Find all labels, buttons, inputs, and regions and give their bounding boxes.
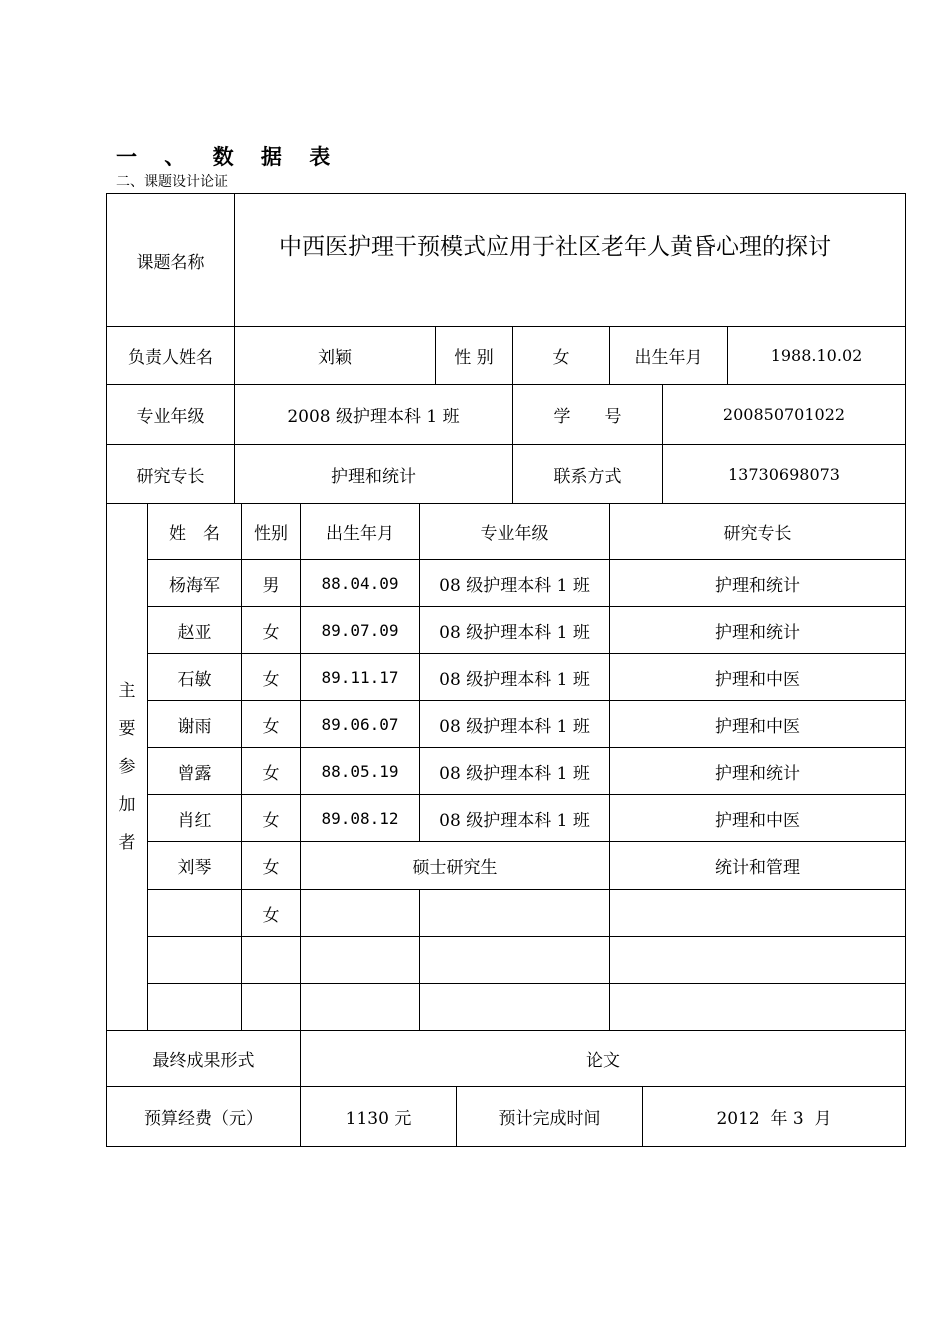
participant-birth: 89.08.12	[321, 808, 399, 828]
gender-value: 女	[552, 348, 570, 368]
participant-birth: 88.05.19	[321, 761, 399, 781]
participant-specialty: 护理和中医	[715, 810, 800, 831]
budget-label: 预算经费（元）	[144, 1109, 263, 1129]
participant-gender: 女	[262, 716, 280, 737]
header-major: 专业年级	[480, 524, 549, 544]
participants-side-label	[107, 504, 147, 1030]
header-birth: 出生年月	[326, 524, 394, 544]
participant-major	[420, 890, 609, 936]
participant-gender: 女	[262, 858, 280, 878]
participant-specialty: 统计和管理	[715, 858, 800, 878]
side-label-char: 主	[118, 681, 136, 701]
participant-gender: 女	[262, 763, 280, 784]
participant-specialty: 护理和中医	[715, 716, 800, 737]
participant-name	[148, 937, 241, 983]
participant-specialty	[610, 890, 905, 936]
participant-major	[420, 937, 609, 983]
participant-specialty	[610, 937, 905, 983]
specialty-value: 护理和统计	[331, 466, 416, 487]
major-value: 2008 级护理本科 1 班	[287, 407, 460, 427]
completion-label: 预计完成时间	[498, 1109, 601, 1129]
header-name: 姓 名	[169, 524, 220, 544]
project-name-label: 课题名称	[136, 252, 205, 273]
side-label-char: 要	[118, 719, 136, 739]
participant-gender: 女	[262, 669, 280, 690]
participant-major: 08 级护理本科 1 班	[439, 810, 590, 831]
participant-major: 硕士研究生	[412, 858, 498, 878]
participant-name: 杨海军	[169, 575, 220, 596]
leader-label: 负责人姓名	[128, 348, 213, 368]
participant-major: 08 级护理本科 1 班	[439, 622, 590, 643]
participant-major	[420, 984, 609, 1030]
participant-gender	[242, 984, 300, 1030]
participant-birth: 89.06.07	[321, 714, 399, 734]
participant-name	[148, 984, 241, 1030]
header-gender: 性别	[254, 524, 288, 544]
participant-major: 08 级护理本科 1 班	[439, 575, 590, 596]
participant-specialty	[610, 984, 905, 1030]
side-label-char: 加	[118, 795, 136, 815]
participant-specialty: 护理和统计	[715, 763, 800, 784]
participant-birth: 89.07.09	[321, 620, 399, 640]
birth-label: 出生年月	[634, 348, 703, 368]
participant-gender	[242, 937, 300, 983]
participant-gender: 女	[262, 810, 280, 831]
participant-major: 08 级护理本科 1 班	[439, 669, 590, 690]
contact-label: 联系方式	[553, 466, 622, 487]
participant-name: 石敏	[177, 669, 212, 690]
participant-gender: 女	[262, 622, 280, 643]
participant-name: 曾露	[177, 763, 212, 784]
major-label: 专业年级	[136, 407, 205, 427]
side-label-char: 者	[118, 833, 136, 853]
specialty-label: 研究专长	[136, 466, 205, 487]
gender-label: 性 别	[454, 348, 494, 368]
birth-value: 1988.10.02	[770, 346, 863, 365]
participant-birth: 89.11.17	[321, 667, 399, 687]
participant-name: 谢雨	[177, 716, 212, 737]
participant-specialty: 护理和中医	[715, 669, 800, 690]
participant-name: 肖红	[177, 810, 212, 831]
project-name-value: 中西医护理干预模式应用于社区老年人黄昏心理的探讨	[279, 234, 831, 260]
participant-name: 赵亚	[177, 622, 212, 643]
final-result-label: 最终成果形式	[152, 1051, 255, 1071]
completion-value: 2012 年 3 月	[716, 1109, 832, 1129]
participant-name: 刘琴	[177, 858, 212, 878]
participant-gender: 男	[262, 575, 280, 596]
participant-major: 08 级护理本科 1 班	[439, 763, 590, 784]
student-id-value: 200850701022	[722, 405, 846, 424]
section-heading: 一 、 数 据 表	[116, 145, 341, 169]
leader-name: 刘颖	[318, 348, 352, 368]
section-subheading: 二、课题设计论证	[116, 174, 228, 190]
participant-gender: 女	[262, 905, 280, 926]
side-label-char: 参	[118, 757, 136, 777]
participant-birth	[301, 890, 419, 936]
participant-birth: 88.04.09	[321, 573, 399, 593]
participant-specialty: 护理和统计	[715, 622, 800, 643]
participant-major: 08 级护理本科 1 班	[439, 716, 590, 737]
header-specialty: 研究专长	[723, 524, 792, 544]
budget-value: 1130 元	[345, 1109, 412, 1129]
final-result-value: 论文	[586, 1051, 620, 1071]
participant-name	[148, 890, 241, 936]
participant-specialty: 护理和统计	[715, 575, 800, 596]
student-id-label: 学 号	[553, 407, 622, 427]
contact-value: 13730698073	[728, 464, 840, 484]
participant-birth	[301, 937, 419, 983]
participant-birth	[301, 984, 419, 1030]
